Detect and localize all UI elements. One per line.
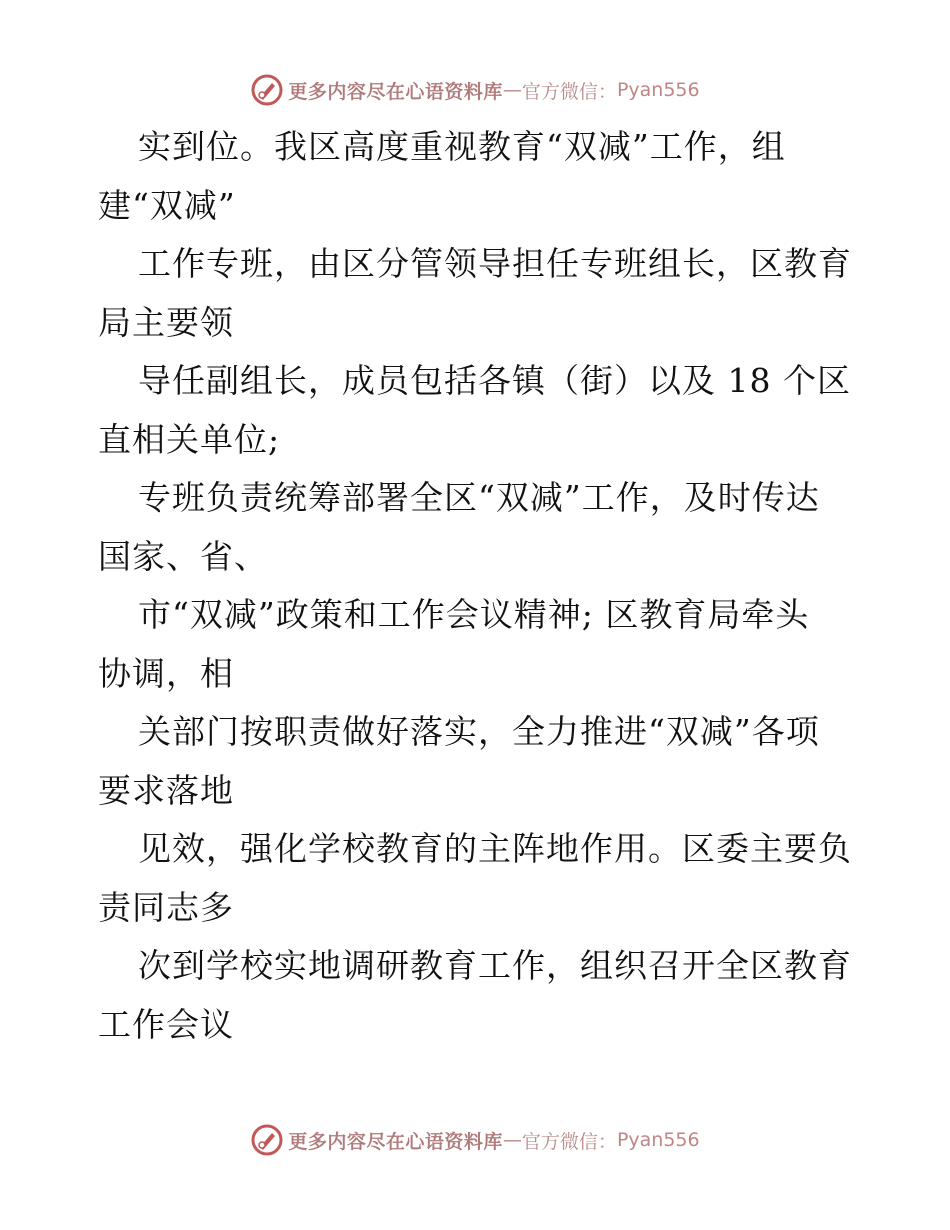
text-line: 实到位。我区高度重视教育“双减”工作，组 bbox=[138, 127, 786, 166]
text-line: 工作专班，由区分管领导担任专班组长，区教育 bbox=[138, 244, 852, 283]
text-line: 次到学校实地调研教育工作，组织召开全区教育 bbox=[138, 946, 852, 985]
text-line: 导任副组长，成员包括各镇（街）以及 18 个区 bbox=[138, 361, 851, 400]
text-line: 工作会议 bbox=[98, 1004, 234, 1044]
text-line: 协调，相 bbox=[98, 653, 234, 693]
text-line: 市“双减”政策和工作会议精神; 区教育局牵头 bbox=[138, 595, 810, 634]
banner-wechat-id: Pyan556 bbox=[616, 79, 700, 101]
banner-wechat-id: Pyan556 bbox=[616, 1129, 700, 1151]
pen-seal-icon bbox=[250, 73, 284, 107]
text-line: 要求落地 bbox=[98, 770, 234, 810]
text-line: 直相关单位; bbox=[98, 419, 281, 459]
footer-banner bbox=[0, 1120, 950, 1160]
text-line: 专班负责统筹部署全区“双减”工作，及时传达 bbox=[138, 478, 820, 517]
document-body bbox=[98, 118, 858, 1054]
text-line: 国家、省、 bbox=[98, 536, 268, 576]
banner-wechat-label: 官方微信： bbox=[521, 1130, 617, 1153]
pen-seal-icon bbox=[250, 1123, 284, 1157]
text-line: 局主要领 bbox=[98, 302, 234, 342]
banner-wechat-label: 官方微信： bbox=[521, 80, 617, 103]
banner-separator: — bbox=[502, 1129, 522, 1151]
banner-separator: — bbox=[502, 79, 522, 101]
text-line: 责同志多 bbox=[98, 887, 234, 927]
banner-main-text: 更多内容尽在心语资料库 bbox=[288, 1130, 503, 1153]
text-line: 见效，强化学校教育的主阵地作用。区委主要负 bbox=[138, 829, 852, 868]
text-line: 建“双减” bbox=[98, 185, 236, 225]
header-banner bbox=[0, 70, 950, 110]
text-line: 关部门按职责做好落实，全力推进“双减”各项 bbox=[138, 712, 820, 751]
banner-main-text: 更多内容尽在心语资料库 bbox=[288, 80, 503, 103]
